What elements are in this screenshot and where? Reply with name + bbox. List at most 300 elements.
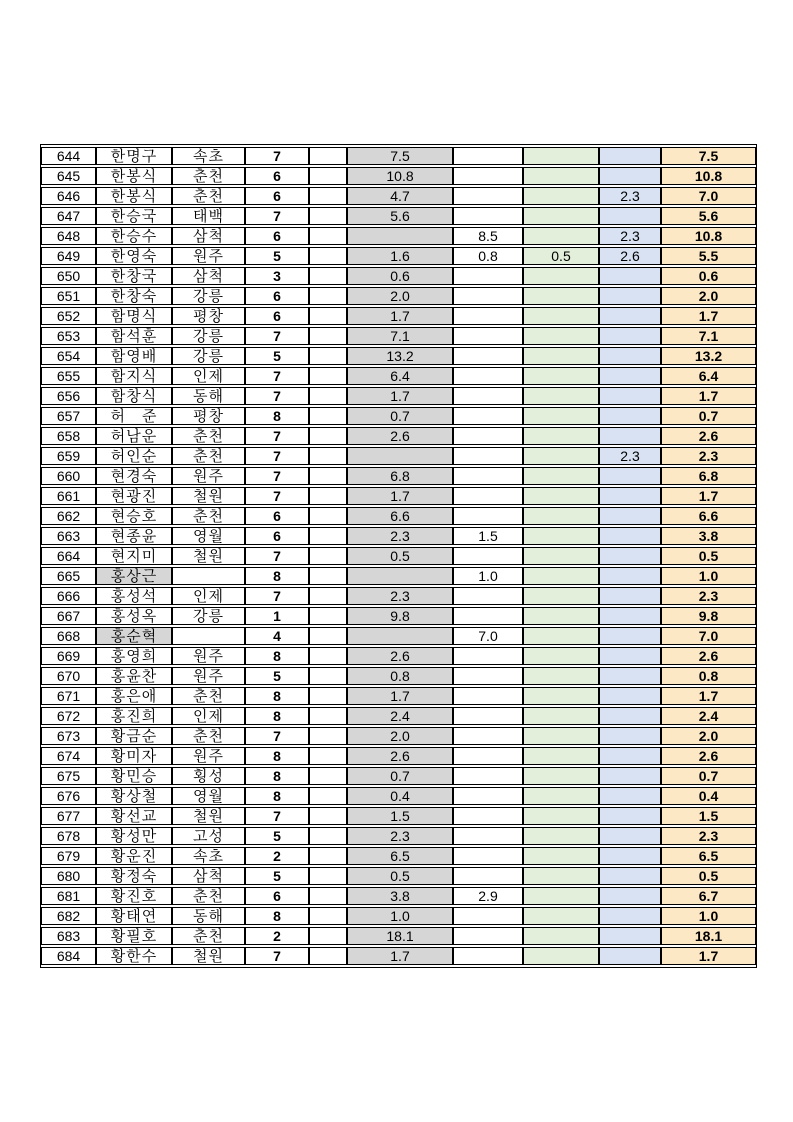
cell-blue — [599, 587, 661, 605]
cell-blue — [599, 307, 661, 325]
cell-no: 673 — [41, 727, 96, 745]
cell-name: 허 준 — [96, 407, 172, 425]
cell-region: 춘천 — [172, 687, 245, 705]
table-row — [41, 807, 756, 825]
cell-region: 철원 — [172, 947, 245, 965]
cell-total: 5.5 — [661, 247, 756, 265]
cell-name: 황태연 — [96, 907, 172, 925]
cell-count: 4 — [245, 627, 309, 645]
cell-extra — [453, 487, 523, 505]
cell-green — [523, 607, 599, 625]
cell-extra — [453, 507, 523, 525]
cell-name: 황미자 — [96, 747, 172, 765]
cell-name: 황운진 — [96, 847, 172, 865]
cell-green — [523, 367, 599, 385]
cell-extra — [453, 787, 523, 805]
cell-region: 원주 — [172, 247, 245, 265]
cell-no: 683 — [41, 927, 96, 945]
cell-name: 황민승 — [96, 767, 172, 785]
cell-name: 황성만 — [96, 827, 172, 845]
table-row — [41, 547, 756, 565]
cell-extra — [453, 427, 523, 445]
table-row — [41, 947, 756, 965]
cell-extra — [453, 467, 523, 485]
cell-extra: 1.5 — [453, 527, 523, 545]
cell-blue — [599, 907, 661, 925]
cell-total: 2.6 — [661, 647, 756, 665]
table-row — [41, 367, 756, 385]
cell-no: 669 — [41, 647, 96, 665]
cell-blue: 2.6 — [599, 247, 661, 265]
cell-green — [523, 467, 599, 485]
cell-extra — [453, 667, 523, 685]
cell-count: 6 — [245, 167, 309, 185]
table-row — [41, 927, 756, 945]
cell-no: 647 — [41, 207, 96, 225]
cell-main: 0.7 — [347, 767, 453, 785]
cell-total: 7.0 — [661, 627, 756, 645]
cell-green — [523, 647, 599, 665]
cell-region: 삼척 — [172, 267, 245, 285]
cell-blank — [309, 247, 347, 265]
cell-blue — [599, 667, 661, 685]
cell-green — [523, 427, 599, 445]
cell-total: 2.4 — [661, 707, 756, 725]
cell-blank — [309, 847, 347, 865]
cell-blue — [599, 367, 661, 385]
cell-blue — [599, 267, 661, 285]
cell-region: 영월 — [172, 527, 245, 545]
cell-name: 황한수 — [96, 947, 172, 965]
cell-region: 원주 — [172, 647, 245, 665]
cell-region: 원주 — [172, 667, 245, 685]
cell-region: 횡성 — [172, 767, 245, 785]
cell-green — [523, 887, 599, 905]
cell-region: 강릉 — [172, 607, 245, 625]
cell-green — [523, 327, 599, 345]
cell-blank — [309, 807, 347, 825]
cell-total: 0.8 — [661, 667, 756, 685]
cell-name: 한승국 — [96, 207, 172, 225]
cell-blue — [599, 747, 661, 765]
table-row — [41, 847, 756, 865]
cell-green — [523, 947, 599, 965]
cell-region: 춘천 — [172, 427, 245, 445]
cell-blank — [309, 467, 347, 485]
cell-main: 1.5 — [347, 807, 453, 825]
cell-region: 강릉 — [172, 287, 245, 305]
cell-name: 현경숙 — [96, 467, 172, 485]
cell-blue — [599, 327, 661, 345]
cell-no: 672 — [41, 707, 96, 725]
table-row — [41, 407, 756, 425]
cell-name: 황정숙 — [96, 867, 172, 885]
cell-total: 1.7 — [661, 487, 756, 505]
cell-no: 663 — [41, 527, 96, 545]
cell-green — [523, 907, 599, 925]
cell-main — [347, 447, 453, 465]
cell-count: 7 — [245, 807, 309, 825]
cell-blue — [599, 547, 661, 565]
cell-no: 662 — [41, 507, 96, 525]
cell-green — [523, 847, 599, 865]
cell-count: 1 — [245, 607, 309, 625]
cell-green — [523, 767, 599, 785]
cell-main: 6.6 — [347, 507, 453, 525]
cell-extra — [453, 407, 523, 425]
cell-total: 1.7 — [661, 307, 756, 325]
cell-blank — [309, 647, 347, 665]
cell-green — [523, 667, 599, 685]
cell-count: 7 — [245, 727, 309, 745]
cell-extra — [453, 927, 523, 945]
cell-blank — [309, 827, 347, 845]
cell-region: 태백 — [172, 207, 245, 225]
cell-count: 2 — [245, 847, 309, 865]
cell-blank — [309, 927, 347, 945]
cell-extra — [453, 267, 523, 285]
table-row — [41, 267, 756, 285]
cell-blank — [309, 587, 347, 605]
cell-main: 0.6 — [347, 267, 453, 285]
cell-total: 6.4 — [661, 367, 756, 385]
cell-no: 660 — [41, 467, 96, 485]
cell-extra — [453, 207, 523, 225]
cell-total: 6.7 — [661, 887, 756, 905]
cell-count: 7 — [245, 547, 309, 565]
cell-no: 666 — [41, 587, 96, 605]
cell-no: 645 — [41, 167, 96, 185]
cell-extra — [453, 367, 523, 385]
cell-blue — [599, 527, 661, 545]
cell-main: 6.4 — [347, 367, 453, 385]
cell-blank — [309, 427, 347, 445]
cell-main: 13.2 — [347, 347, 453, 365]
cell-no: 681 — [41, 887, 96, 905]
cell-count: 8 — [245, 647, 309, 665]
cell-total: 0.4 — [661, 787, 756, 805]
cell-extra — [453, 147, 523, 165]
cell-total: 7.1 — [661, 327, 756, 345]
cell-green — [523, 347, 599, 365]
cell-blue — [599, 407, 661, 425]
cell-total: 3.8 — [661, 527, 756, 545]
cell-extra — [453, 687, 523, 705]
cell-main: 1.0 — [347, 907, 453, 925]
table-row — [41, 467, 756, 485]
cell-no: 665 — [41, 567, 96, 585]
table-row — [41, 867, 756, 885]
cell-blank — [309, 367, 347, 385]
cell-green — [523, 627, 599, 645]
cell-no: 657 — [41, 407, 96, 425]
cell-name: 함명식 — [96, 307, 172, 325]
cell-region: 강릉 — [172, 327, 245, 345]
cell-region — [172, 627, 245, 645]
table-row — [41, 607, 756, 625]
cell-no: 648 — [41, 227, 96, 245]
cell-total: 1.0 — [661, 907, 756, 925]
cell-count: 5 — [245, 827, 309, 845]
cell-blank — [309, 667, 347, 685]
cell-total: 10.8 — [661, 227, 756, 245]
cell-green — [523, 587, 599, 605]
cell-extra — [453, 307, 523, 325]
cell-name: 홍성석 — [96, 587, 172, 605]
cell-blue — [599, 827, 661, 845]
cell-main: 2.3 — [347, 827, 453, 845]
cell-green — [523, 407, 599, 425]
cell-no: 678 — [41, 827, 96, 845]
cell-name: 홍윤찬 — [96, 667, 172, 685]
cell-blue — [599, 887, 661, 905]
cell-main: 1.7 — [347, 487, 453, 505]
cell-total: 2.3 — [661, 827, 756, 845]
cell-main: 5.6 — [347, 207, 453, 225]
cell-blue — [599, 147, 661, 165]
cell-blank — [309, 787, 347, 805]
cell-green — [523, 867, 599, 885]
cell-name: 홍진희 — [96, 707, 172, 725]
cell-blank — [309, 767, 347, 785]
cell-blank — [309, 547, 347, 565]
cell-main: 2.0 — [347, 287, 453, 305]
cell-region: 속초 — [172, 147, 245, 165]
cell-main: 1.7 — [347, 307, 453, 325]
cell-region: 인제 — [172, 587, 245, 605]
cell-blue — [599, 207, 661, 225]
cell-blue — [599, 607, 661, 625]
cell-name: 황진호 — [96, 887, 172, 905]
cell-blue — [599, 167, 661, 185]
cell-main: 0.8 — [347, 667, 453, 685]
cell-green — [523, 287, 599, 305]
cell-total: 0.5 — [661, 867, 756, 885]
cell-green — [523, 807, 599, 825]
cell-main: 2.0 — [347, 727, 453, 745]
cell-main — [347, 567, 453, 585]
table-row — [41, 307, 756, 325]
cell-count: 8 — [245, 707, 309, 725]
cell-no: 671 — [41, 687, 96, 705]
cell-no: 677 — [41, 807, 96, 825]
cell-no: 675 — [41, 767, 96, 785]
cell-name: 한명구 — [96, 147, 172, 165]
cell-total: 1.7 — [661, 387, 756, 405]
cell-region: 동해 — [172, 387, 245, 405]
cell-blue — [599, 287, 661, 305]
cell-name: 현지미 — [96, 547, 172, 565]
table-row — [41, 487, 756, 505]
cell-total: 0.7 — [661, 407, 756, 425]
cell-count: 6 — [245, 287, 309, 305]
cell-blue — [599, 467, 661, 485]
score-table — [40, 144, 757, 968]
cell-total: 2.0 — [661, 287, 756, 305]
cell-name: 함석훈 — [96, 327, 172, 345]
cell-total: 18.1 — [661, 927, 756, 945]
cell-main: 4.7 — [347, 187, 453, 205]
cell-green — [523, 387, 599, 405]
cell-blank — [309, 687, 347, 705]
cell-extra — [453, 347, 523, 365]
cell-no: 664 — [41, 547, 96, 565]
cell-count: 3 — [245, 267, 309, 285]
cell-region: 속초 — [172, 847, 245, 865]
cell-region: 춘천 — [172, 727, 245, 745]
table-row — [41, 567, 756, 585]
cell-blue: 2.3 — [599, 227, 661, 245]
cell-blank — [309, 447, 347, 465]
cell-no: 655 — [41, 367, 96, 385]
cell-count: 5 — [245, 667, 309, 685]
cell-name: 황상철 — [96, 787, 172, 805]
cell-blue — [599, 767, 661, 785]
table-row — [41, 507, 756, 525]
cell-blank — [309, 307, 347, 325]
cell-count: 8 — [245, 567, 309, 585]
cell-blank — [309, 387, 347, 405]
cell-count: 6 — [245, 527, 309, 545]
cell-blank — [309, 207, 347, 225]
cell-name: 현승호 — [96, 507, 172, 525]
cell-main: 2.4 — [347, 707, 453, 725]
table-row — [41, 387, 756, 405]
cell-total: 2.0 — [661, 727, 756, 745]
cell-blue — [599, 787, 661, 805]
cell-green — [523, 227, 599, 245]
cell-extra: 7.0 — [453, 627, 523, 645]
cell-blank — [309, 147, 347, 165]
cell-main: 0.5 — [347, 867, 453, 885]
cell-region: 인제 — [172, 707, 245, 725]
cell-name: 허남운 — [96, 427, 172, 445]
cell-blank — [309, 407, 347, 425]
cell-name: 허인순 — [96, 447, 172, 465]
cell-main: 6.8 — [347, 467, 453, 485]
table-row — [41, 767, 756, 785]
cell-no: 682 — [41, 907, 96, 925]
cell-extra — [453, 947, 523, 965]
table-row — [41, 587, 756, 605]
cell-blank — [309, 887, 347, 905]
cell-name: 함창식 — [96, 387, 172, 405]
table-row — [41, 187, 756, 205]
cell-extra — [453, 847, 523, 865]
table-row — [41, 227, 756, 245]
table-row — [41, 707, 756, 725]
cell-total: 6.8 — [661, 467, 756, 485]
cell-main: 0.5 — [347, 547, 453, 565]
cell-main: 2.6 — [347, 747, 453, 765]
cell-count: 8 — [245, 407, 309, 425]
cell-total: 0.5 — [661, 547, 756, 565]
cell-count: 8 — [245, 747, 309, 765]
cell-green — [523, 167, 599, 185]
cell-name: 홍순혁 — [96, 627, 172, 645]
cell-blank — [309, 227, 347, 245]
cell-extra — [453, 607, 523, 625]
cell-blank — [309, 287, 347, 305]
cell-blank — [309, 267, 347, 285]
cell-total: 6.5 — [661, 847, 756, 865]
cell-green — [523, 747, 599, 765]
cell-no: 661 — [41, 487, 96, 505]
cell-no: 659 — [41, 447, 96, 465]
cell-green — [523, 547, 599, 565]
table-row — [41, 327, 756, 345]
cell-green — [523, 687, 599, 705]
cell-total: 2.3 — [661, 447, 756, 465]
cell-blue — [599, 427, 661, 445]
table-row — [41, 447, 756, 465]
cell-count: 8 — [245, 907, 309, 925]
cell-no: 644 — [41, 147, 96, 165]
cell-no: 653 — [41, 327, 96, 345]
cell-extra: 2.9 — [453, 887, 523, 905]
cell-name: 황선교 — [96, 807, 172, 825]
cell-blue — [599, 507, 661, 525]
score-table-body — [41, 147, 756, 965]
cell-main: 2.6 — [347, 427, 453, 445]
cell-main: 7.5 — [347, 147, 453, 165]
cell-no: 668 — [41, 627, 96, 645]
cell-total: 1.0 — [661, 567, 756, 585]
cell-main: 7.1 — [347, 327, 453, 345]
cell-name: 홍은애 — [96, 687, 172, 705]
cell-count: 7 — [245, 367, 309, 385]
cell-green — [523, 927, 599, 945]
cell-count: 7 — [245, 587, 309, 605]
cell-total: 10.8 — [661, 167, 756, 185]
cell-extra — [453, 327, 523, 345]
cell-count: 7 — [245, 147, 309, 165]
cell-main: 1.7 — [347, 687, 453, 705]
cell-total: 2.6 — [661, 747, 756, 765]
cell-no: 651 — [41, 287, 96, 305]
cell-blank — [309, 567, 347, 585]
cell-green — [523, 707, 599, 725]
cell-count: 8 — [245, 767, 309, 785]
cell-main: 6.5 — [347, 847, 453, 865]
cell-blue — [599, 927, 661, 945]
cell-blank — [309, 487, 347, 505]
cell-region: 철원 — [172, 547, 245, 565]
cell-total: 1.5 — [661, 807, 756, 825]
cell-blue — [599, 707, 661, 725]
cell-blue — [599, 487, 661, 505]
cell-name: 한창숙 — [96, 287, 172, 305]
cell-extra — [453, 187, 523, 205]
cell-count: 2 — [245, 927, 309, 945]
cell-green — [523, 187, 599, 205]
cell-blank — [309, 627, 347, 645]
cell-region: 원주 — [172, 467, 245, 485]
cell-extra — [453, 767, 523, 785]
cell-total: 9.8 — [661, 607, 756, 625]
cell-count: 7 — [245, 387, 309, 405]
cell-blank — [309, 187, 347, 205]
table-row — [41, 827, 756, 845]
cell-no: 680 — [41, 867, 96, 885]
cell-blank — [309, 727, 347, 745]
cell-no: 656 — [41, 387, 96, 405]
table-row — [41, 247, 756, 265]
cell-region: 삼척 — [172, 227, 245, 245]
cell-extra — [453, 827, 523, 845]
cell-count: 6 — [245, 887, 309, 905]
cell-name: 홍상근 — [96, 567, 172, 585]
